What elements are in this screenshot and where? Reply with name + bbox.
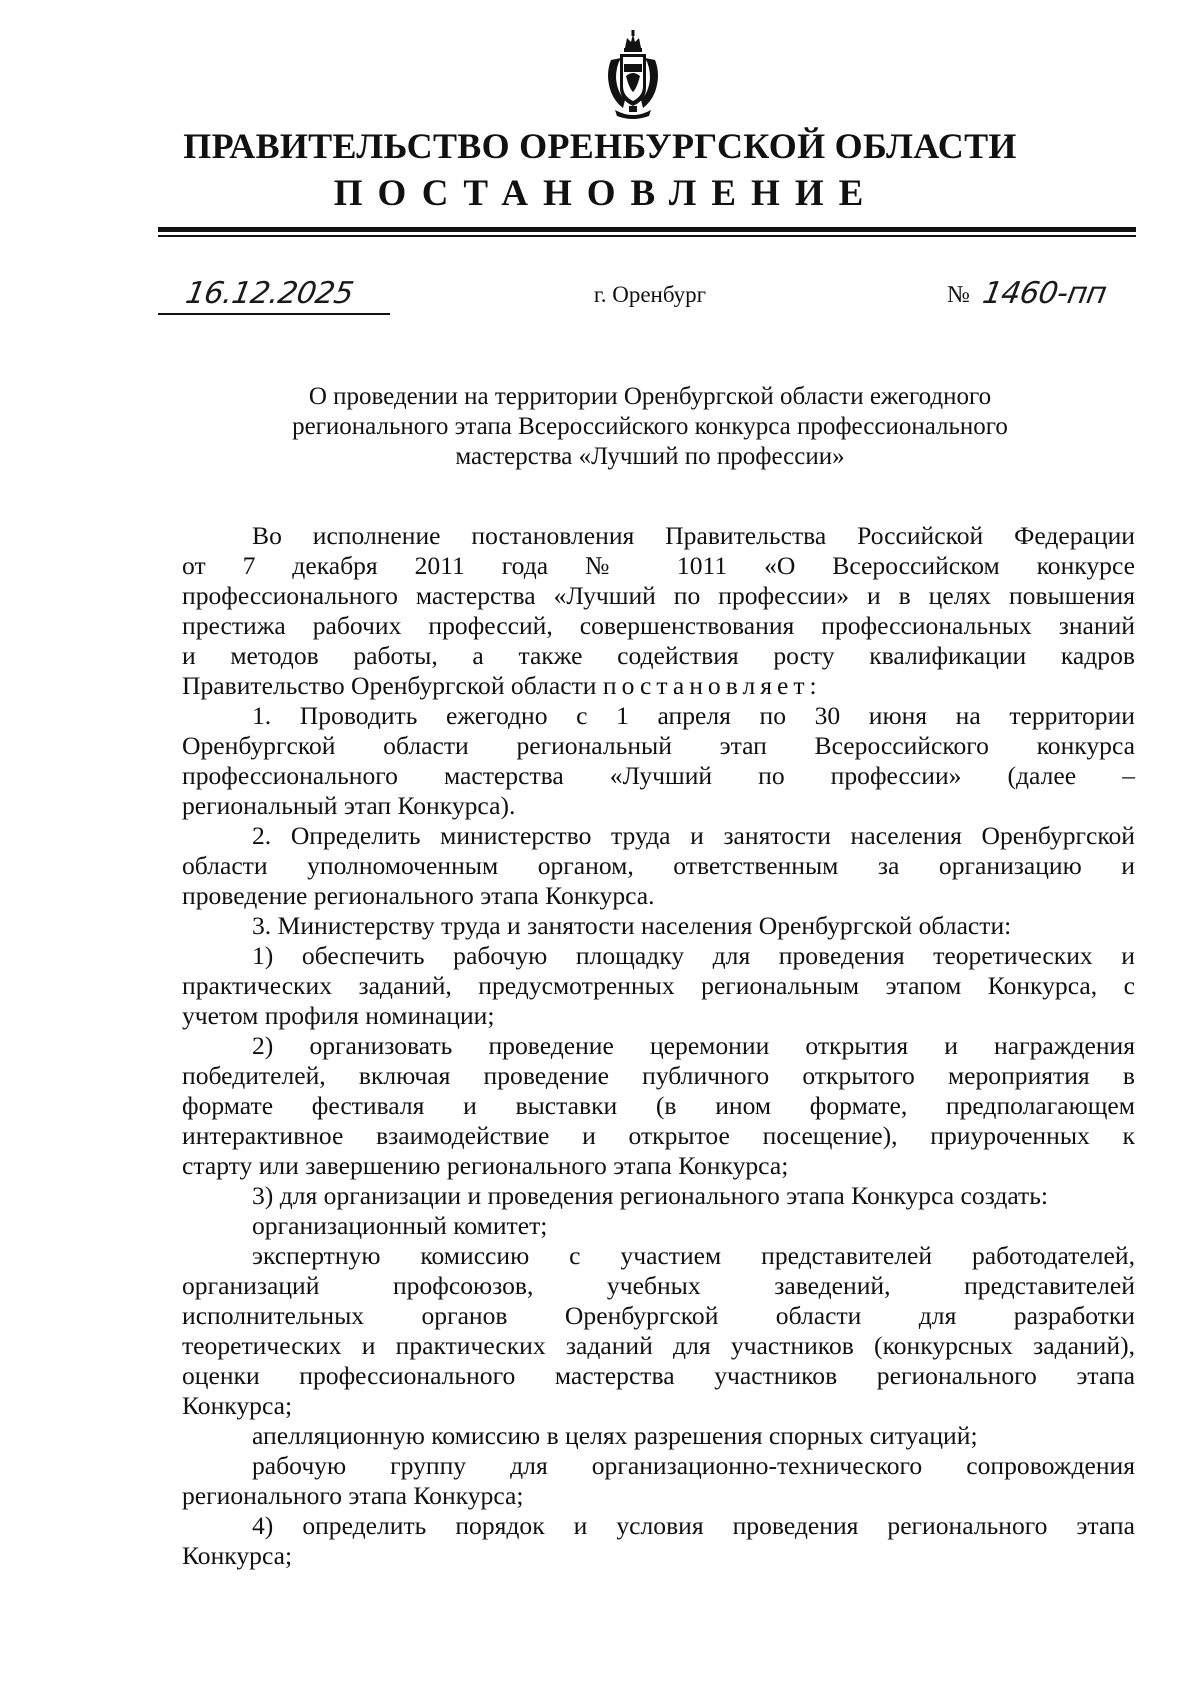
resolves-word: постановляет: [602, 671, 822, 700]
document-title [200, 382, 1100, 472]
working-group-line: регионального этапа Конкурса; [182, 1481, 524, 1510]
paragraph-1-line: Оренбургской области региональный этап Всероссийского конкурса [182, 731, 1135, 760]
document-number-field [947, 276, 1127, 316]
subitem-3-2-line: старту или завершению регионального этапа Конкурса; [182, 1151, 789, 1180]
subitem-3-1-line: 1) обеспечить рабочую площадку для проведения теоретических и [252, 941, 1135, 970]
document-type: ПОСТАНОВЛЕНИЕ [333, 173, 879, 214]
preamble-line: от 7 декабря 2011 года № 1011 «О Всероссийском конкурсе [182, 551, 1135, 580]
working-group-line: рабочую группу для организационно-технического сопровождения [252, 1451, 1135, 1480]
expert-commission-line: теоретических и практических заданий для участников (конкурсных заданий), [182, 1331, 1135, 1360]
appeal-commission-item: апелляционную комиссию в целях разрешения спорных ситуаций; [252, 1421, 978, 1450]
title-line: О проведении на территории Оренбургской области ежегодного [308, 383, 992, 410]
expert-commission-line: оценки профессионального мастерства участников регионального этапа [182, 1361, 1135, 1390]
expert-commission-line: организаций профсоюзов, учебных заведений, представителей [182, 1271, 1135, 1300]
header-divider-thick [158, 227, 1136, 232]
title-line: регионального этапа Всероссийского конкурса профессионального [292, 413, 1008, 440]
title-line: мастерства «Лучший по профессии» [455, 443, 845, 470]
coat-of-arms-emblem [603, 30, 663, 120]
subitem-3-1-line: практических заданий, предусмотренных региональным этапом Конкурса, с [182, 971, 1135, 1000]
resolves-line [182, 671, 1135, 701]
subitem-3-2-line: победителей, включая проведение публичного открытого мероприятия в [182, 1061, 1135, 1090]
document-body [182, 521, 1135, 1571]
paragraph-2-line: проведение регионального этапа Конкурса. [182, 881, 655, 910]
date-underline [158, 313, 390, 315]
paragraph-1-line: профессионального мастерства «Лучший по профессии» (далее – [182, 761, 1135, 790]
subitem-3-4-line: 4) определить порядок и условия проведения регионального этапа [252, 1511, 1135, 1540]
issue-city: г. Оренбург [593, 282, 707, 307]
preamble-line: Во исполнение постановления Правительства Российской Федерации [252, 521, 1135, 550]
paragraph-2-line: области уполномоченным органом, ответственным за организацию и [182, 851, 1135, 880]
subitem-3-4-line: Конкурса; [182, 1541, 293, 1570]
header-divider-thin [158, 235, 1136, 237]
organization-name: ПРАВИТЕЛЬСТВО ОРЕНБУРГСКОЙ ОБЛАСТИ [183, 126, 1017, 166]
subitem-3-2-line: интерактивное взаимодействие и открытое посещение), приуроченных к [182, 1121, 1135, 1150]
date-field [158, 276, 390, 316]
subitem-3-2-line: 2) организовать проведение церемонии открытия и награждения [252, 1031, 1135, 1060]
subitem-3-1-line: учетом профиля номинации; [182, 1001, 495, 1030]
handwritten-number: 1460-пп [979, 276, 1109, 311]
preamble-line: престижа рабочих профессий, совершенствования профессиональных знаний [182, 611, 1135, 640]
resolves-prefix: Правительство Оренбургской области [182, 671, 603, 700]
subitem-3-3-heading: 3) для организации и проведения регионального этапа Конкурса создать: [252, 1181, 1049, 1210]
preamble-line: профессионального мастерства «Лучший по профессии» и в целях повышения [182, 581, 1135, 610]
expert-commission-line: исполнительных органов Оренбургской области для разработки [182, 1301, 1135, 1330]
subitem-3-2-line: формате фестиваля и выставки (в ином формате, предполагающем [182, 1091, 1135, 1120]
handwritten-date: 16.12.2025 [182, 276, 356, 311]
paragraph-1-line: региональный этап Конкурса). [182, 791, 516, 820]
number-sign: № [947, 282, 970, 308]
preamble-line: и методов работы, а также содействия росту квалификации кадров [182, 641, 1135, 670]
paragraph-1-line: 1. Проводить ежегодно с 1 апреля по 30 июня на территории [252, 701, 1135, 730]
committee-item: организационный комитет; [252, 1211, 548, 1240]
paragraph-3-heading: 3. Министерству труда и занятости населения Оренбургской области: [252, 911, 1012, 940]
expert-commission-line: Конкурса; [182, 1391, 293, 1420]
expert-commission-line: экспертную комиссию с участием представителей работодателей, [252, 1241, 1135, 1270]
paragraph-2-line: 2. Определить министерство труда и занятости населения Оренбургской [252, 821, 1135, 850]
